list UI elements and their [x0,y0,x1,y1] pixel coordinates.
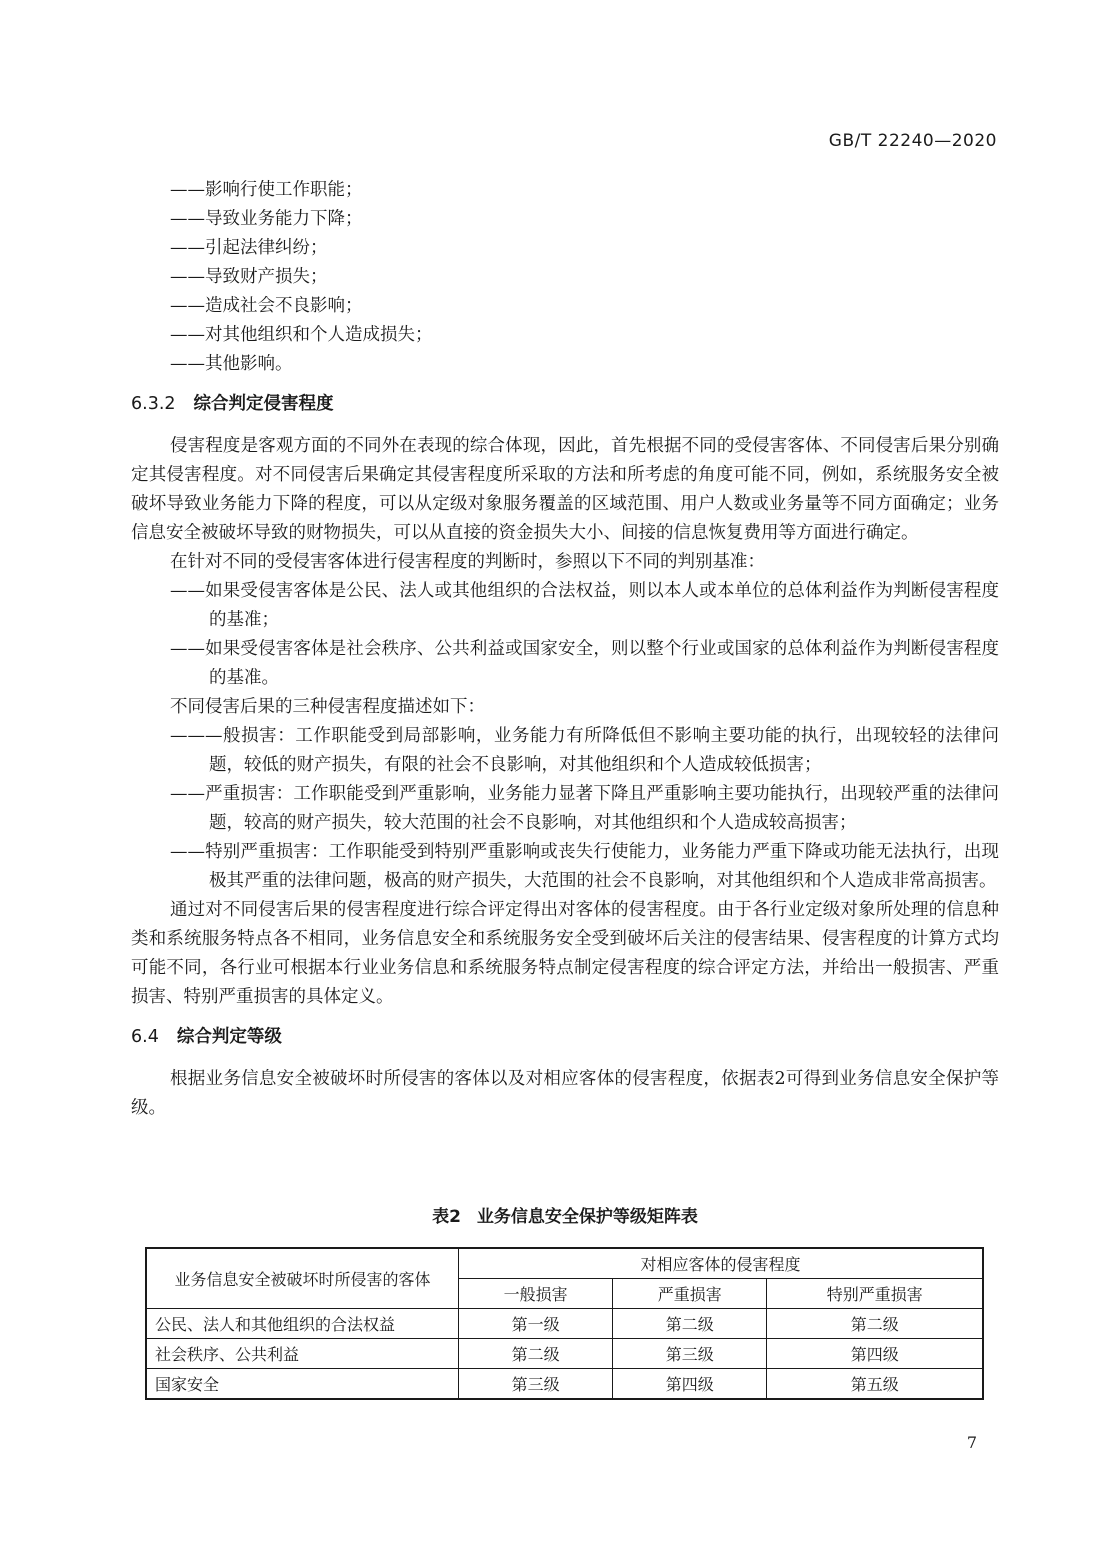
page-number: 7 [966,1433,977,1452]
criteria-item: ——如果受侵害客体是公民、法人或其他组织的合法权益，则以本人或本单位的总体利益作为判断侵害程度的基准； [170,581,999,630]
paragraph: 在针对不同的受侵害客体进行侵害程度的判断时，参照以下不同的判别基准： [170,552,765,572]
degree-header-cell: 对相应客体的侵害程度 [459,1248,984,1279]
paragraph: 不同侵害后果的三种侵害程度描述如下： [170,697,485,717]
grade-cell: 第四级 [767,1339,983,1369]
degree-item: ———般损害：工作职能受到局部影响，业务能力有所降低但不影响主要功能的执行，出现较轻的法律问题，较低的财产损失，有限的社会不良影响，对其他组织和个人造成较低损害； [170,726,999,775]
standard-code: GB/T 22240—2020 [828,131,997,151]
table-caption [131,1204,999,1230]
grade-cell: 第一级 [459,1309,613,1339]
grade-cell: 第二级 [767,1309,983,1339]
grade-cell: 第三级 [613,1339,767,1369]
table-header-row [146,1248,983,1279]
degree-item: ——特别严重损害：工作职能受到特别严重影响或丧失行使能力，业务能力严重下降或功能无法执行，出现极其严重的法律问题，极高的财产损失，大范围的社会不良影响，对其他组织和个人造成非常高损害。 [170,842,999,891]
impact-item: ——导致财产损失； [170,267,328,287]
grade-cell: 第四级 [613,1369,767,1400]
impact-item: ——对其他组织和个人造成损失； [170,325,433,345]
section-title: 综合判定侵害程度 [193,394,334,414]
impact-item: ——其他影响。 [170,354,293,374]
grade-cell: 第三级 [459,1369,613,1400]
table-row [146,1369,983,1400]
table-row [146,1309,983,1339]
impact-item: ——造成社会不良影响； [170,296,363,316]
paragraph: 侵害程度是客观方面的不同外在表现的综合体现，因此，首先根据不同的受侵害客体、不同侵害后果分别确定其侵害程度。对不同侵害后果确定其侵害程度所采取的方法和所考虑的角度可能不同，例如，系统服务安全被破坏导致业务能力下降的程度，可以从定级对象服务覆盖的区域范围、用户人数或业务量等不同方面确定；业务信息安全被破坏导致的财物损失，可以从直接的资金损失大小、间接的信息恢复费用等方面进行确定。 [131,436,999,543]
degree-col-header: 特别严重损害 [767,1279,983,1309]
section-heading-6-3-2 [131,390,999,419]
criteria-item: ——如果受侵害客体是社会秩序、公共利益或国家安全，则以整个行业或国家的总体利益作为判断侵害程度的基准。 [170,639,999,688]
table-caption-wrap [131,1204,999,1230]
grade-cell: 第二级 [459,1339,613,1369]
impact-item: ——导致业务能力下降； [170,209,363,229]
paragraph: 通过对不同侵害后果的侵害程度进行综合评定得出对客体的侵害程度。由于各行业定级对象所处理的信息种类和系统服务特点各不相同，业务信息安全和系统服务安全受到破坏后关注的侵害结果、侵害程度的计算方式均可能不同，各行业可根据本行业业务信息和系统服务特点制定侵害程度的综合评定方法，并给出一般损害、严重损害、特别严重损害的具体定义。 [131,900,999,1007]
object-cell: 国家安全 [146,1369,459,1400]
degree-item: ——严重损害：工作职能受到严重影响，业务能力显著下降且严重影响主要功能执行，出现较严重的法律问题，较高的财产损失，较大范围的社会不良影响，对其他组织和个人造成较高损害； [170,784,999,833]
degree-col-header: 一般损害 [459,1279,613,1309]
section-title: 综合判定等级 [176,1027,282,1047]
table-number: 表2 [432,1207,461,1227]
impact-item: ——引起法律纠纷； [170,238,328,258]
impact-item: ——影响行使工作职能； [170,180,363,200]
degree-col-header: 严重损害 [613,1279,767,1309]
paragraph: 根据业务信息安全被破坏时所侵害的客体以及对相应客体的侵害程度，依据表2可得到业务信息安全保护等级。 [131,1069,999,1118]
table-row [146,1339,983,1369]
section-number: 6.4 [131,1027,159,1047]
table-title: 业务信息安全保护等级矩阵表 [476,1207,698,1227]
section-number: 6.3.2 [131,394,176,414]
grade-cell: 第二级 [613,1309,767,1339]
object-cell: 公民、法人和其他组织的合法权益 [146,1309,459,1339]
page-body [131,176,999,1123]
grade-cell: 第五级 [767,1369,983,1400]
grade-matrix-table [145,1247,984,1400]
section-heading-6-4 [131,1023,999,1052]
object-header-cell: 业务信息安全被破坏时所侵害的客体 [146,1248,459,1309]
object-cell: 社会秩序、公共利益 [146,1339,459,1369]
